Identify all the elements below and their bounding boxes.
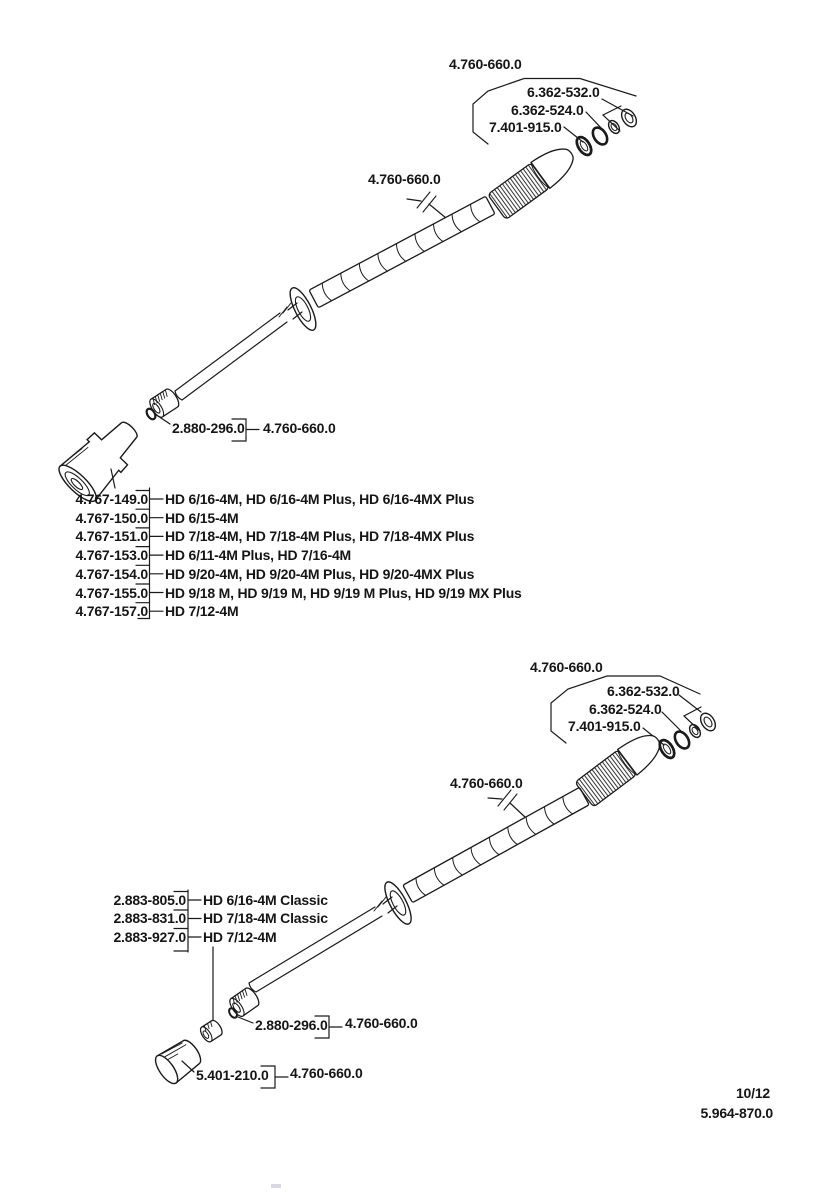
bottom-o-ring-label: 6.362-524.0 bbox=[589, 701, 662, 717]
variant-models: HD 7/18-4M, HD 7/18-4M Plus, HD 7/18-4MX Plus bbox=[165, 528, 475, 544]
nozzle-insert bbox=[198, 1019, 224, 1044]
bottom-nozzle-cap-assembly-label: 4.760-660.0 bbox=[290, 1065, 363, 1081]
top-union-nut-label: 2.880-296.0 bbox=[172, 420, 245, 436]
variant-models: HD 9/18 M, HD 9/19 M, HD 9/19 M Plus, HD 9/19 MX Plus bbox=[165, 585, 522, 601]
bottom-union-nut-assembly-label: 4.760-660.0 bbox=[345, 1015, 418, 1031]
page-indicator: 10/12 bbox=[735, 1085, 770, 1101]
variant-models: HD 6/11-4M Plus, HD 7/16-4M bbox=[165, 547, 351, 563]
bottom-union-nut-label: 2.880-296.0 bbox=[255, 1017, 328, 1033]
grip-top bbox=[487, 140, 580, 220]
variant-models: HD 7/12-4M bbox=[165, 603, 239, 619]
variant-part-number: 4.767-150.0 bbox=[75, 510, 148, 526]
union-nut-top bbox=[147, 387, 181, 419]
variant-part-number: 2.883-805.0 bbox=[113, 892, 186, 908]
variant-part-number: 4.767-155.0 bbox=[75, 585, 148, 601]
bottom-support-ring-label: 7.401-915.0 bbox=[568, 718, 641, 734]
top-seal-pack-label: 6.362-532.0 bbox=[527, 84, 600, 100]
variant-models: HD 6/15-4M bbox=[165, 510, 239, 526]
variant-models: HD 6/16-4M Classic bbox=[203, 892, 328, 908]
variant-part-number: 4.767-151.0 bbox=[75, 528, 148, 544]
bottom-assembly-group-label: 4.760-660.0 bbox=[530, 659, 603, 675]
variant-models: HD 7/12-4M bbox=[203, 929, 277, 945]
variant-part-number: 4.767-154.0 bbox=[75, 566, 148, 582]
document-number: 5.964-870.0 bbox=[700, 1105, 773, 1121]
bottom-diagram-art bbox=[151, 676, 718, 1088]
variant-part-number: 4.767-149.0 bbox=[75, 491, 148, 507]
variant-part-number: 4.767-153.0 bbox=[75, 547, 148, 563]
top-support-ring-label: 7.401-915.0 bbox=[489, 119, 562, 135]
top-union-nut-assembly-label: 4.760-660.0 bbox=[263, 420, 336, 436]
bottom-lance-label: 4.760-660.0 bbox=[450, 775, 523, 791]
top-assembly-group-label: 4.760-660.0 bbox=[449, 56, 522, 72]
top-o-ring-label: 6.362-524.0 bbox=[511, 102, 584, 118]
scan-artifact bbox=[271, 1184, 281, 1188]
bottom-seal-pack-label: 6.362-532.0 bbox=[607, 683, 680, 699]
variant-models: HD 7/18-4M Classic bbox=[203, 910, 328, 926]
variant-part-number: 4.767-157.0 bbox=[75, 603, 148, 619]
grip-bottom bbox=[575, 727, 668, 808]
variant-models: HD 6/16-4M, HD 6/16-4M Plus, HD 6/16-4MX Plus bbox=[165, 491, 475, 507]
variant-part-number: 2.883-927.0 bbox=[113, 929, 186, 945]
bottom-nozzle-cap-label: 5.401-210.0 bbox=[196, 1067, 269, 1083]
top-lance-label: 4.760-660.0 bbox=[368, 171, 441, 187]
union-nut-bottom bbox=[227, 986, 261, 1019]
variant-part-number: 2.883-831.0 bbox=[113, 910, 186, 926]
variant-models: HD 9/20-4M, HD 9/20-4M Plus, HD 9/20-4MX Plus bbox=[165, 566, 475, 582]
